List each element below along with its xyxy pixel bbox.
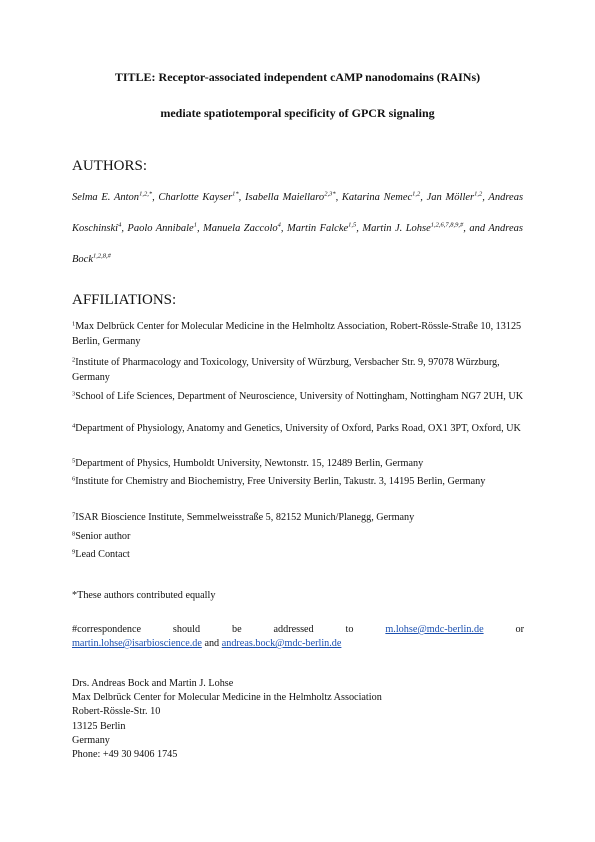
correspondence-word: addressed [273,624,314,635]
address-line: Robert-Rössle-Str. 10 [72,706,161,718]
affiliation-1: $^1$Max Delbrück Center for Molecular Medicine in the Helmholtz Association, Robert-Rössle-Straße 10, 13125 Berlin, Germany [72,320,522,347]
affiliation-9: $^9$Lead Contact [72,548,130,560]
correspondence-word: to [345,624,354,635]
authors-heading: AUTHORS: [72,158,148,174]
affiliation-4: $^4$Department of Physiology, Anatomy and Genetics, University of Oxford, Parks Road, OX1 3PT, Oxford, UK [72,422,521,434]
affiliation-3: $^3$School of Life Sciences, Department of Neuroscience, University of Nottingham, Nottingham NG7 2UH, UK [72,390,524,402]
address-line: Max Delbrück Center for Molecular Medicine in the Helmholtz Association [72,692,382,704]
author: Andreas Koschinski$^4$, [72,192,524,234]
author: and Andreas Bock$^{1,2,8,\#}$ [72,223,523,265]
correspondence-word: should [172,624,201,635]
address-line: Phone: +49 30 9406 1745 [72,749,178,761]
author: Selma E. Anton$^{1,2,*}$, [72,190,159,203]
correspondence-and: and [204,638,220,649]
author: Martin Falcke$^{1,5}$, [286,221,363,234]
author: Paolo Annibale$^1$, [127,221,204,234]
affiliation-6: $^6$Institute for Chemistry and Biochemistry, Free University Berlin, Takustr. 3, 14195 Berlin, Germany [72,475,486,487]
title-line-2: mediate spatiotemporal specificity of GPCR signaling [160,106,435,120]
author: Jan Möller$^{1,2}$, [426,190,489,203]
author: Martin J. Lohse$^{1,2,6,7,8,9,\#}$, [362,221,470,234]
correspondence-or: or [515,624,524,635]
affiliations-heading: AFFILIATIONS: [72,292,177,308]
affiliation-2: $^2$Institute of Pharmacology and Toxicology, University of Würzburg, Versbacher Str. 9, 97078 Würzburg, Germany [72,356,500,383]
email-link-lohse-mdc[interactable]: m.lohse@mdc-berlin.de [385,624,484,635]
authors-list [72,182,523,275]
correspondence-word: #correspondence [72,624,142,635]
affiliation-5: $^5$Department of Physics, Humboldt University, Newtonstr. 15, 12489 Berlin, Germany [72,457,424,469]
author: Charlotte Kayser$^{1*}$, [158,190,246,203]
address-line: Germany [72,734,110,746]
equal-contribution-note: *These authors contributed equally [72,590,216,601]
title-line-1: TITLE: Receptor-associated independent cAMP nanodomains (RAINs) [114,70,481,84]
address-line: Drs. Andreas Bock and Martin J. Lohse [72,678,234,689]
author: Katarina Nemec$^{1,2}$, [341,190,427,203]
author: Isabella Maiellaro$^{2,3*}$, [245,190,342,203]
affiliation-8: $^8$Senior author [72,530,131,542]
affiliation-7: $^7$ISAR Bioscience Institute, Semmelweisstraße 5, 82152 Munich/Planegg, Germany [72,511,415,523]
correspondence-word: be [231,624,242,635]
email-link-lohse-isar[interactable]: martin.lohse@isarbioscience.de [72,638,202,649]
email-link-bock-mdc[interactable]: andreas.bock@mdc-berlin.de [221,638,342,649]
contact-address [72,677,382,762]
address-line: 13125 Berlin [72,720,126,732]
author: Manuela Zaccolo$^4$, [203,221,287,234]
correspondence-block [72,623,524,651]
